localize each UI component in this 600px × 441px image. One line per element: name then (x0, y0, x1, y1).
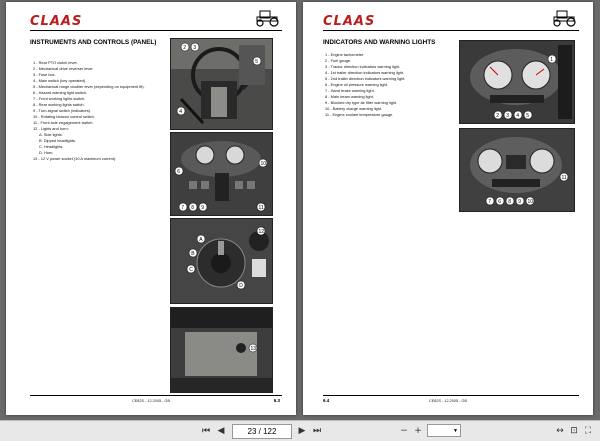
component-list (33, 60, 165, 162)
list-item: 6 - Hazard warning light switch. (33, 90, 88, 95)
fit-page-icon[interactable]: ⊡ (570, 426, 578, 436)
svg-text:A: A (199, 237, 203, 243)
list-item: 2 - Mechanical drive reverser lever. (33, 66, 94, 71)
svg-text:4: 4 (179, 109, 183, 115)
svg-text:C: C (189, 267, 193, 273)
footer-code: CE82S - 12.2005 - GB (429, 399, 467, 403)
svg-text:3: 3 (506, 113, 510, 119)
indicator-list (325, 52, 461, 118)
list-item: 13 - 12 V power socket (10 A maximum current). (33, 156, 117, 161)
page-number-input[interactable]: 23 / 122 (232, 424, 292, 439)
first-page-icon[interactable]: ⏮ (201, 426, 211, 436)
list-item: 9 - Turn-signal switch (indicators). (33, 108, 92, 113)
svg-text:11: 11 (561, 175, 567, 181)
list-item: 5 - 2nd trailer direction indicators warning light. (325, 76, 406, 81)
header-rule (323, 30, 579, 31)
section-title: INSTRUMENTS AND CONTROLS (PANEL) (30, 39, 157, 46)
footer-rule (323, 395, 579, 396)
list-item: 4 - Main switch (key operated). (33, 78, 87, 83)
list-item: 3 - Fuse box. (33, 72, 56, 77)
list-item: 12 - Lights and horn: (33, 126, 69, 131)
list-item: 1 - Rear PTO clutch lever. (33, 60, 78, 65)
photo-instrument-cluster (459, 40, 575, 124)
list-item: B. Dipped headlights. (39, 138, 76, 143)
svg-text:5: 5 (255, 59, 259, 65)
list-item: 3 - Tractor direction indicators warning light. (325, 64, 401, 69)
brand-logo: CLAAS (323, 14, 376, 29)
svg-text:7: 7 (488, 199, 492, 205)
list-item: 9 - Blocked dry type air filter warning light. (325, 100, 398, 105)
list-item: 10 - Battery charge warning light. (325, 106, 383, 111)
svg-text:6: 6 (177, 169, 181, 175)
list-item: D. Horn. (39, 150, 54, 155)
list-item: A. Side lights. (39, 132, 63, 137)
list-item: 5 - Mechanical range doubler lever (depending on equipment fit). (33, 84, 145, 89)
list-item: 4 - 1st trailer direction indicators warning light. (325, 70, 405, 75)
list-item: 2 - Fuel gauge. (325, 58, 352, 63)
svg-text:D: D (239, 283, 243, 289)
photo-light-switch (170, 218, 273, 304)
svg-text:11: 11 (258, 205, 264, 211)
list-item: 7 - Front working lights switch. (33, 96, 86, 101)
photo-steering-column (170, 38, 273, 130)
svg-text:B: B (191, 251, 195, 257)
list-item: 11 - Front axle engagement switch. (33, 120, 94, 125)
page-number: 6.4 (323, 398, 330, 403)
page-right (303, 2, 593, 415)
svg-text:1: 1 (550, 57, 554, 63)
list-item: 7 - Hand brake warning light. (325, 88, 375, 93)
tractor-icon (551, 9, 579, 27)
zoom-in-icon[interactable]: + (414, 426, 422, 436)
photo-power-socket (170, 307, 273, 393)
list-item: C. Headlights. (39, 144, 64, 149)
viewer-toolbar (0, 420, 600, 441)
list-item: 10 - Rotating beacon control switch. (33, 114, 95, 119)
zoom-out-icon[interactable]: − (400, 426, 408, 436)
chevron-down-icon: ▼ (453, 428, 458, 434)
svg-text:13: 13 (250, 346, 257, 352)
list-item: 8 - Rear working lights switch. (33, 102, 85, 107)
list-item: 1 - Engine tachometer. (325, 52, 365, 57)
svg-text:6: 6 (498, 199, 502, 205)
svg-text:5: 5 (526, 113, 530, 119)
last-page-icon[interactable]: ⏭ (312, 426, 322, 436)
list-item: 6 - Engine oil pressure warning light. (325, 82, 388, 87)
list-item: 8 - Main beam warning light. (325, 94, 374, 99)
svg-text:2: 2 (496, 113, 500, 119)
footer-code: CE82S - 12.2005 - GB (132, 399, 170, 403)
svg-text:10: 10 (260, 161, 267, 167)
list-item: 11 - Engine coolant temperature gauge. (325, 112, 394, 117)
zoom-select[interactable] (427, 424, 461, 437)
fit-width-icon[interactable]: ↔ (556, 426, 564, 436)
svg-text:8: 8 (191, 205, 195, 211)
footer-rule (30, 395, 282, 396)
svg-text:12: 12 (258, 229, 265, 235)
svg-text:2: 2 (183, 45, 187, 51)
svg-text:3: 3 (193, 45, 197, 51)
previous-page-icon[interactable]: ◀ (217, 426, 225, 436)
svg-text:8: 8 (508, 199, 512, 205)
svg-text:10: 10 (527, 199, 534, 205)
svg-text:9: 9 (518, 199, 522, 205)
page-number: 6.3 (273, 398, 280, 403)
page-left (6, 2, 296, 415)
photo-dashboard-panel (170, 132, 273, 216)
section-title: INDICATORS AND WARNING LIGHTS (323, 39, 436, 46)
header-rule (30, 30, 282, 31)
svg-text:7: 7 (181, 205, 185, 211)
svg-text:9: 9 (201, 205, 205, 211)
next-page-icon[interactable]: ▶ (298, 426, 306, 436)
photo-warning-lights (459, 128, 575, 212)
svg-text:4: 4 (516, 113, 520, 119)
tractor-icon (254, 9, 282, 27)
brand-logo: CLAAS (30, 14, 83, 29)
fullscreen-icon[interactable]: ⛶ (584, 426, 592, 436)
